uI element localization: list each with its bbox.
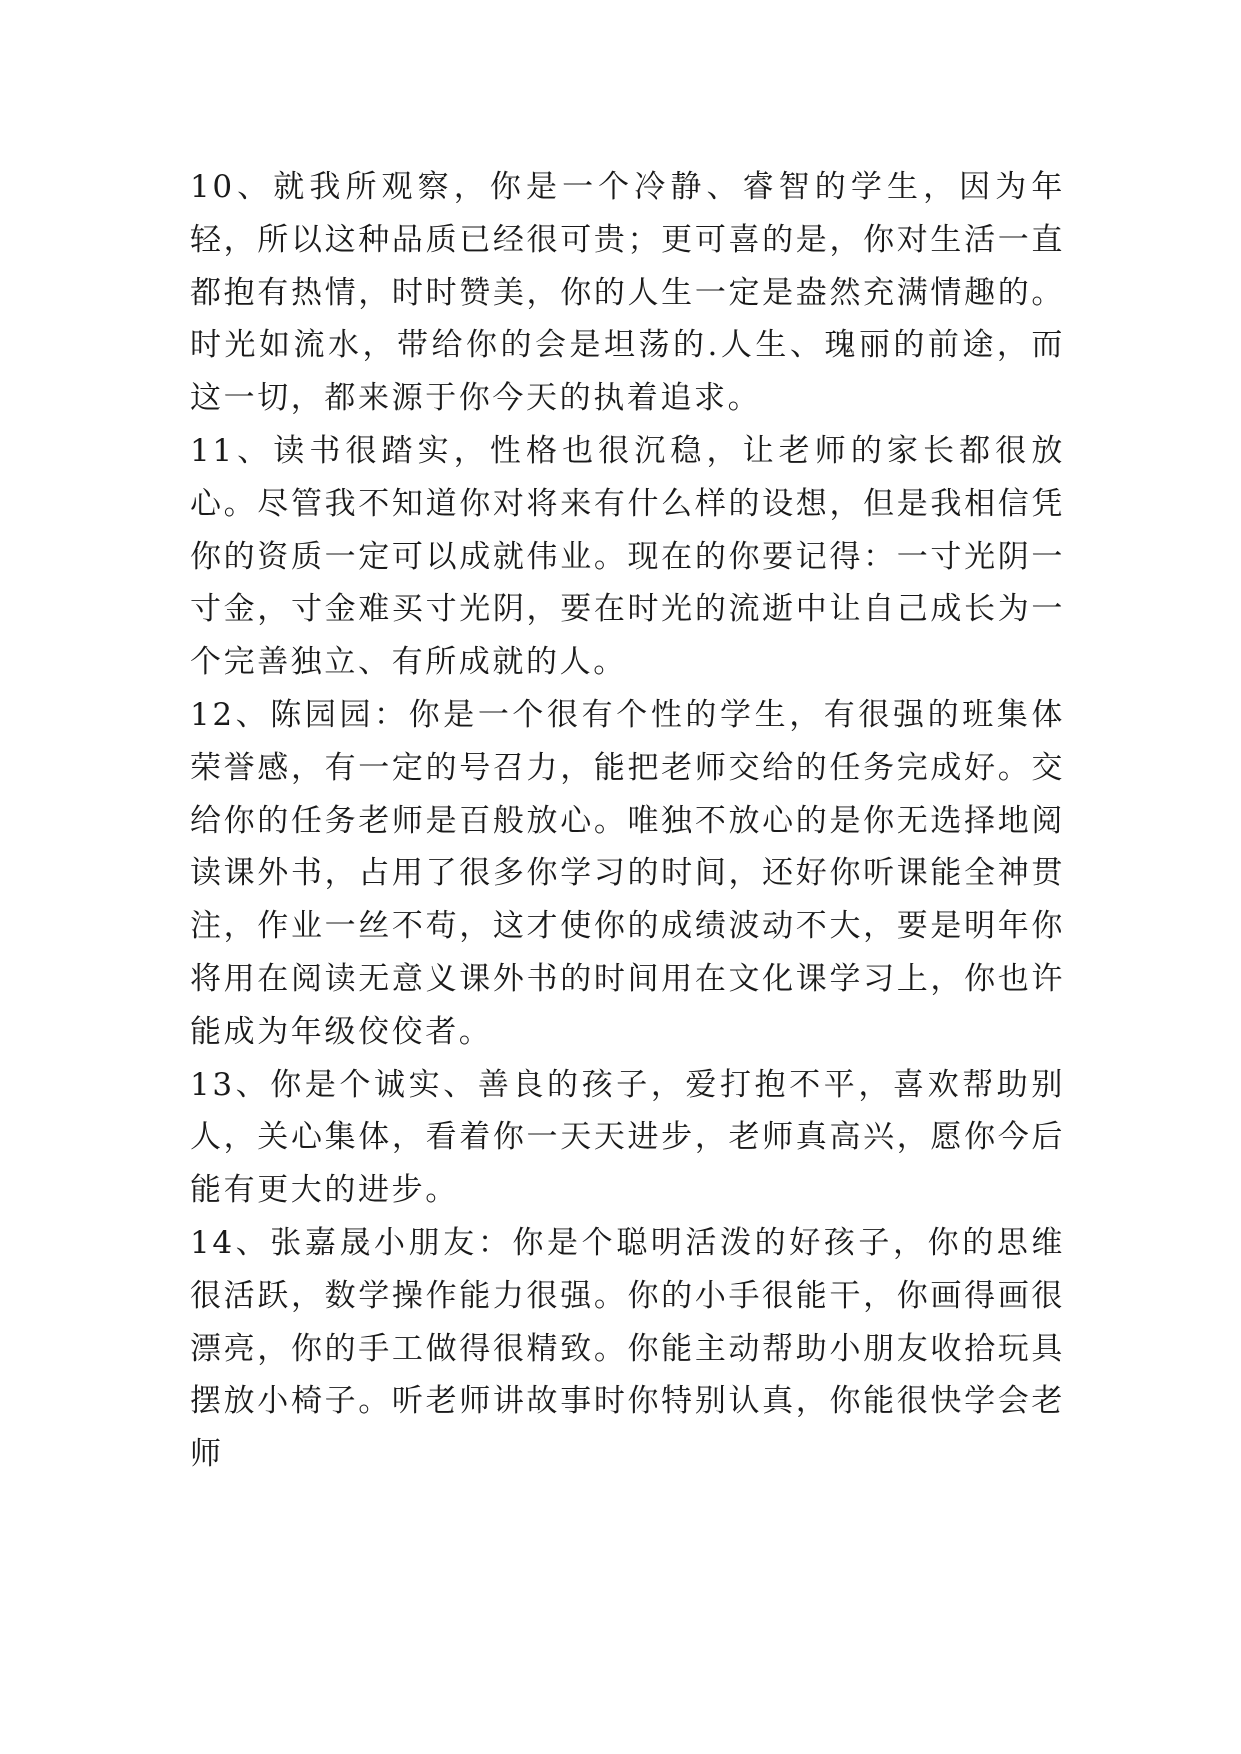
comment-paragraph-11: 11、读书很踏实，性格也很沉稳，让老师的家长都很放心。尽管我不知道你对将来有什么样的设想，但是我相信凭你的资质一定可以成就伟业。现在的你要记得：一寸光阴一寸金，寸金难买寸光阴，要在时光的流逝中让自己成长为一个完善独立、有所成就的人。 xyxy=(190,432,1065,681)
comment-paragraph-13: 13、你是个诚实、善良的孩子，爱打抱不平，喜欢帮助别人，关心集体，看着你一天天进步，老师真高兴，愿你今后能有更大的进步。 xyxy=(190,1066,1065,1209)
document-body xyxy=(190,161,1065,1481)
comment-paragraph-14: 14、张嘉晟小朋友：你是个聪明活泼的好孩子，你的思维很活跃，数学操作能力很强。你的小手很能干，你画得画很漂亮，你的手工做得很精致。你能主动帮助小朋友收拾玩具摆放小椅子。听老师讲故事时你特别认真，你能很快学会老师 xyxy=(190,1224,1065,1473)
comment-paragraph-10: 10、就我所观察，你是一个冷静、睿智的学生，因为年轻，所以这种品质已经很可贵；更可喜的是，你对生活一直都抱有热情，时时赞美，你的人生一定是盎然充满情趣的。时光如流水，带给你的会是坦荡的.人生、瑰丽的前途，而这一切，都来源于你今天的执着追求。 xyxy=(190,169,1065,417)
comment-paragraph-12: 12、陈园园：你是一个很有个性的学生，有很强的班集体荣誉感，有一定的号召力，能把老师交给的任务完成好。交给你的任务老师是百般放心。唯独不放心的是你无选择地阅读课外书，占用了很多你学习的时间，还好你听课能全神贯注，作业一丝不苟，这才使你的成绩波动不大，要是明年你将用在阅读无意义课外书的时间用在文化课学习上，你也许能成为年级佼佼者。 xyxy=(190,696,1065,1050)
